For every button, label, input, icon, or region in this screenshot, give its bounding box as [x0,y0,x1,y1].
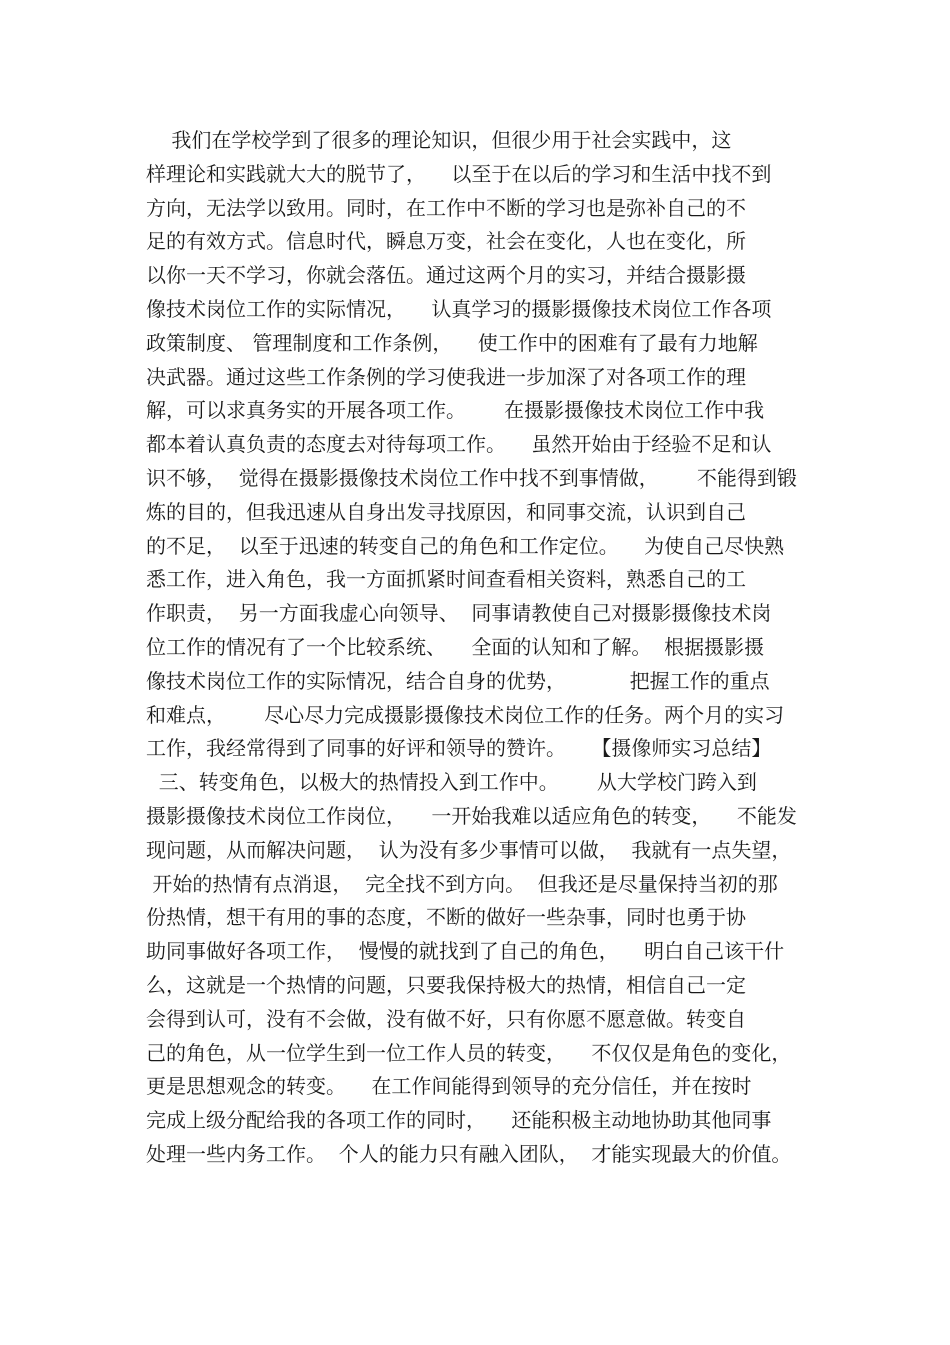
text-line: 会得到认可，没有不会做，没有做不好，只有你愿不愿意做。转变自 [146,1006,746,1031]
text-line: 像技术岗位工作的实际情况， 认真学习的摄影摄像技术岗位工作各项 [146,296,772,321]
text-line: 政策制度、 管理制度和工作条例， 使工作中的困难有了最有力地解 [146,330,758,355]
text-line: 处理一些内务工作。 个人的能力只有融入团队， 才能实现最大的价值。 [146,1141,792,1166]
text-line: 决武器。通过这些工作条例的学习使我进一步加深了对各项工作的理 [146,364,746,389]
text-line: 以你一天不学习，你就会落伍。通过这两个月的实习，并结合摄影摄 [146,263,746,288]
text-line: 悉工作，进入角色，我一方面抓紧时间查看相关资料，熟悉自己的工 [146,567,746,592]
body-text [146,124,816,1172]
text-line: 完成上级分配给我的各项工作的同时， 还能积极主动地协助其他同事 [146,1108,772,1133]
text-line: 三、转变角色，以极大的热情投入到工作中。 从大学校门跨入到 [146,770,757,795]
text-line: 都本着认真负责的态度去对待每项工作。 虽然开始由于经验不足和认 [146,432,772,457]
text-line: 我们在学校学到了很多的理论知识，但很少用于社会实践中，这 [146,128,732,152]
text-line: 助同事做好各项工作， 慢慢的就找到了自己的角色， 明白自己该干什 [146,939,785,964]
text-line: 摄影摄像技术岗位工作岗位， 一开始我难以适应角色的转变， 不能发 [146,803,797,828]
text-line: 开始的热情有点消退， 完全找不到方向。 但我还是尽量保持当初的那 [146,871,778,896]
text-line: 份热情，想干有用的事的态度，不断的做好一些杂事，同时也勇于协 [146,905,746,930]
text-line: 解，可以求真务实的开展各项工作。 在摄影摄像技术岗位工作中我 [146,398,765,423]
text-line: 像技术岗位工作的实际情况，结合自身的优势， 把握工作的重点 [146,668,770,693]
text-line: 足的有效方式。信息时代，瞬息万变，社会在变化，人也在变化，所 [146,229,746,254]
text-line: 炼的目的，但我迅速从自身出发寻找原因，和同事交流，认识到自己 [146,499,746,524]
text-line: 工作，我经常得到了同事的好评和领导的赞许。 【摄像师实习总结】 [146,736,772,761]
text-line: 作职责， 另一方面我虚心向领导、 同事请教使自己对摄影摄像技术岗 [146,601,772,626]
text-line: 更是思想观念的转变。 在工作间能得到领导的充分信任，并在按时 [146,1074,752,1099]
text-line: 己的角色，从一位学生到一位工作人员的转变， 不仅仅是角色的变化， [146,1040,792,1065]
text-line: 方向，无法学以致用。同时，在工作中不断的学习也是弥补自己的不 [146,195,746,220]
text-line: 样理论和实践就大大的脱节了， 以至于在以后的学习和生活中找不到 [146,161,772,186]
text-line: 位工作的情况有了一个比较系统、 全面的认知和了解。 根据摄影摄 [146,634,765,659]
text-line: 的不足， 以至于迅速的转变自己的角色和工作定位。 为使自己尽快熟 [146,533,785,558]
text-line: 和难点， 尽心尽力完成摄影摄像技术岗位工作的任务。两个月的实习 [146,702,785,727]
text-line: 现问题，从而解决问题， 认为没有多少事情可以做， 我就有一点失望， [146,837,792,862]
text-line: 识不够， 觉得在摄影摄像技术岗位工作中找不到事情做， 不能得到锻 [146,465,797,490]
text-line: 么，这就是一个热情的问题，只要我保持极大的热情，相信自己一定 [146,972,746,997]
